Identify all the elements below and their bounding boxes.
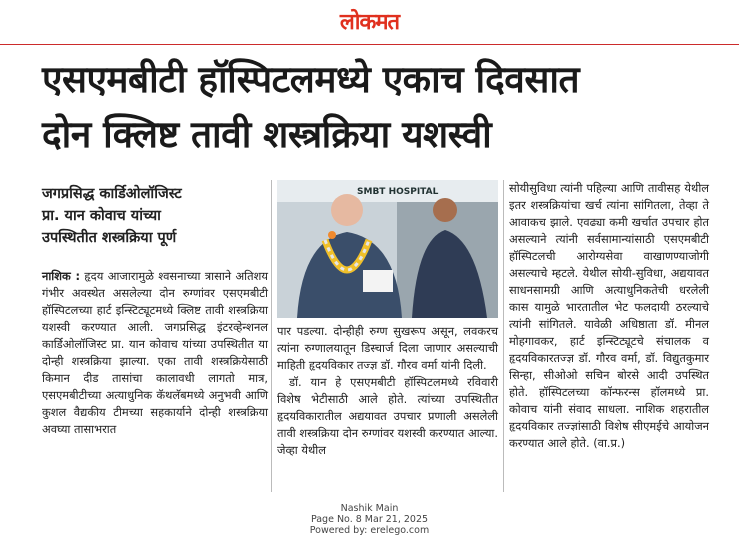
article-column-3 bbox=[509, 180, 709, 452]
page-date-label: Page No. 8 Mar 21, 2025 bbox=[310, 514, 429, 525]
edition-label: Nashik Main bbox=[340, 503, 399, 514]
article-photo bbox=[277, 180, 498, 318]
subhead-line-1: जगप्रसिद्ध कार्डिओलॉजिस्ट bbox=[42, 186, 182, 202]
subhead-line-2: प्रा. यान कोवाच यांच्या bbox=[42, 208, 161, 224]
column-2-para-1: पार पडल्या. दोन्हीही रुग्ण सुखरूप असून, लवकरच त्यांना रुग्णालयातून डिस्चार्ज दिला जाणार असल्याची माहिती हृदयविकार तज्ज्ञ डॉ. गौरव वर्मा यांनी दिली. bbox=[277, 324, 498, 372]
lokmat-logo: लोकमत bbox=[339, 9, 400, 35]
photo-sign: SMBT HOSPITAL bbox=[357, 187, 439, 197]
column-2-para-2: डॉ. यान हे एसएमबीटी हॉस्पिटलमध्ये रविवारी विशेष भेटीसाठी आले होते. त्यांच्या उपस्थितीत हृदयविकारातील अद्ययावत उपचार प्रणाली असलेली तावी शस्त्रक्रिया दोन रुग्णांवर यशस्वी करण्यात आल्या. जेव्हा येथील bbox=[277, 375, 498, 457]
column-divider-1 bbox=[271, 180, 272, 492]
headline-line-2: दोन क्लिष्ट तावी शस्त्रक्रिया यशस्वी bbox=[42, 113, 492, 156]
column-1-text: हृदय आजारामुळे श्वसनाच्या त्रासाने अतिशय गंभीर अवस्थेत असलेल्या दोन रुग्णांवर एसएमबीटी हॉस्पिटलच्या हार्ट इन्स्टिट्यूटमध्ये क्लिष्ट तावी शस्त्रक्रिया यशस्वी करण्यात आली. जगप्रसिद्ध इंटरव्हेन्शनल कार्डिओलॉजिस्ट प्रा. यान कोवाच यांच्या उपस्थितीत या दोन्ही शस्त्रक्रिया झाल्या. एका तावी शस्त्रक्रियेसाठी किमान दीड तासांचा कालावधी लागतो मात्र, एसएमबीटीच्या अत्याधुनिक कॅथलॅबमध्ये अनुभवी आणि कुशल वैद्यकीय टीमच्या सहकार्याने दोन्ही शस्त्रक्रिया अवघ्या तासाभरात bbox=[42, 269, 268, 436]
article-subhead bbox=[42, 183, 262, 249]
photo-illustration bbox=[277, 180, 498, 318]
masthead-rule bbox=[0, 44, 739, 45]
headline-line-1: एसएमबीटी हॉस्पिटलमध्ये एकाच दिवसात bbox=[42, 58, 580, 101]
page-footer bbox=[0, 503, 739, 536]
dateline: नाशिक : bbox=[42, 269, 81, 283]
powered-by-label: Powered by: erelego.com bbox=[309, 525, 430, 536]
masthead bbox=[0, 0, 739, 44]
article-column-1 bbox=[42, 268, 268, 438]
article-column-2 bbox=[277, 323, 498, 459]
subhead-line-3: उपस्थितीत शस्त्रक्रिया पूर्ण bbox=[42, 230, 177, 246]
column-divider-2 bbox=[503, 180, 504, 492]
article-headline bbox=[42, 52, 702, 162]
column-3-text: सोयीसुविधा त्यांनी पहिल्या आणि तावीसह येथील इतर शस्त्रक्रियांचा खर्च त्यांना सांगितला, तेव्हा ते आवाकच झाले. एवढ्या कमी खर्चात उपचार होत असल्याने त्यांनी सर्वसामान्यांसाठी एसएमबीटी हॉस्पिटलची आरोग्यसेवा वाखाणण्याजोगी असल्याचे म्हटले. येथील सोयी-सुविधा, अद्ययावत साधनसामग्री आणि अत्याधुनिकतेची धरलेली कास यामुळे भारतातील भेट फलदायी ठरल्याचे त्यांनी सांगितले. यावेळी अधिष्ठाता डॉ. मीनल मोहगावकर, हार्ट इन्स्टिट्यूटचे संचालक व हृदयविकारतज्ज्ञ डॉ. गौरव वर्मा, डॉ. विद्युतकुमार सिन्हा, सीओओ सचिन बोरसे आदी उपस्थित होते. हॉस्पिटलच्या कॉन्फरन्स हॉलमध्ये प्रा. कोवाच यांनी संवाद साधला. नाशिक शहरातील हृदयविकार तज्ज्ञांसाठी विशेष सीएमईचे आयोजन करण्यात आले होते. (वा.प्र.) bbox=[509, 181, 709, 450]
